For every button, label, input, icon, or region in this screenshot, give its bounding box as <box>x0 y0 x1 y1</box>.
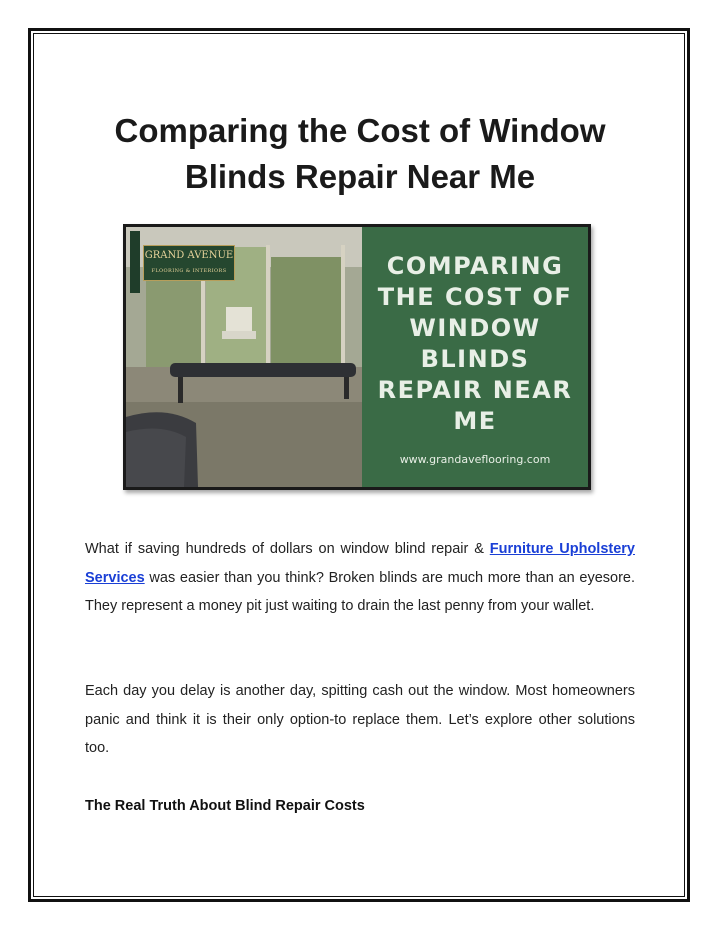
second-paragraph: Each day you delay is another day, spitting cash out the window. Most homeowners panic and think it is their only option-to replace them. Let’s explore other solutions too. <box>85 683 635 756</box>
banner-image <box>123 224 591 490</box>
logo-post <box>130 231 140 293</box>
banner-headline <box>362 251 588 437</box>
grand-avenue-logo <box>126 227 236 289</box>
banner-line: ME <box>453 407 497 435</box>
logo-name: GRAND AVENUE <box>144 250 234 261</box>
banner-line: REPAIR NEAR <box>377 376 573 404</box>
intro-text-before-link: What if saving hundreds of dollars on window blind repair & <box>85 541 490 557</box>
intro-text-after-link: was easier than you think? Broken blinds are much more than an eyesore. They represent a money pit just waiting to drain the last penny from your wallet. <box>85 569 635 614</box>
title-line-1: Comparing the Cost of Window <box>114 112 606 149</box>
banner-text-panel <box>362 227 588 487</box>
document-title <box>60 108 660 200</box>
banner-line: WINDOW <box>409 314 541 342</box>
banner-line: BLINDS <box>420 345 530 373</box>
logo-tagline: FLOORING & INTERIORS <box>151 268 227 274</box>
furniture-upholstery-link[interactable]: Furniture Upholstery Services <box>85 541 635 586</box>
banner-website-url: www.grandaveflooring.com <box>399 453 551 466</box>
banner-line: COMPARING <box>386 252 564 280</box>
title-line-2: Blinds Repair Near Me <box>184 158 536 195</box>
banner-line: THE COST OF <box>377 283 573 311</box>
section-subheading: The Real Truth About Blind Repair Costs <box>85 798 365 814</box>
logo-sign <box>143 245 235 281</box>
intro-paragraph <box>85 535 635 621</box>
